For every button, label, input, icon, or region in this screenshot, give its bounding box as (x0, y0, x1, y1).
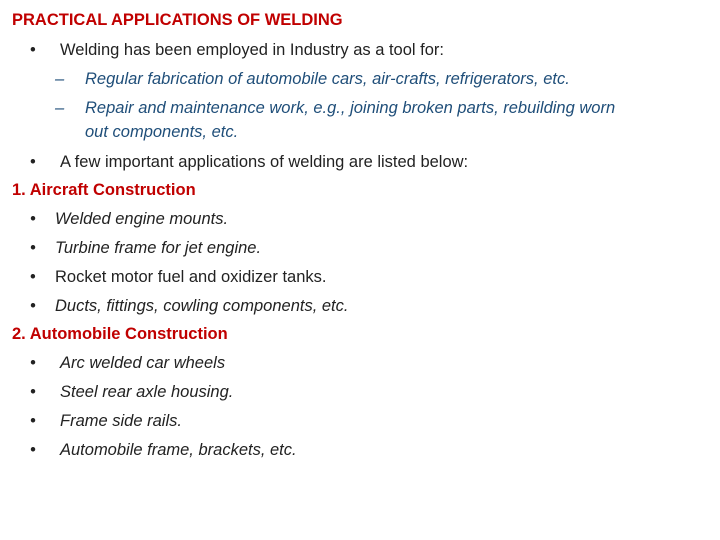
bullet-icon: • (30, 354, 36, 372)
intro-sub-item-2: – Repair and maintenance work, e.g., joining broken parts, rebuilding worn (55, 99, 616, 117)
list-item: • Rocket motor fuel and oxidizer tanks. (30, 268, 327, 286)
dash-icon: – (55, 70, 65, 88)
list-item: • Arc welded car wheels (30, 354, 226, 372)
intro-bullet-2: • A few important applications of welding are listed below: (30, 153, 469, 171)
section-heading-aircraft: 1. Aircraft Construction (12, 181, 196, 199)
section-heading-automobile: 2. Automobile Construction (12, 325, 228, 343)
intro-bullet-1: • Welding has been employed in Industry as a tool for: (30, 41, 445, 59)
list-item: • Automobile frame, brackets, etc. (30, 441, 297, 459)
bullet-icon: • (30, 412, 36, 430)
list-item: • Ducts, fittings, cowling components, etc. (30, 297, 349, 315)
slide-title: PRACTICAL APPLICATIONS OF WELDING (12, 11, 343, 29)
list-item: • Turbine frame for jet engine. (30, 239, 262, 257)
bullet-icon: • (30, 239, 36, 257)
bullet-icon: • (30, 210, 36, 228)
bullet-icon: • (30, 268, 36, 286)
list-item: • Welded engine mounts. (30, 210, 229, 228)
bullet-icon: • (30, 441, 36, 459)
list-item: • Steel rear axle housing. (30, 383, 234, 401)
intro-sub-item-1: – Regular fabrication of automobile cars, air-crafts, refrigerators, etc. (55, 70, 570, 88)
list-item: • Frame side rails. (30, 412, 182, 430)
bullet-icon: • (30, 297, 36, 315)
bullet-icon: • (30, 153, 36, 171)
dash-icon: – (55, 99, 65, 117)
bullet-icon: • (30, 383, 36, 401)
intro-sub-item-2-continued: out components, etc. (85, 123, 239, 141)
bullet-icon: • (30, 41, 36, 59)
